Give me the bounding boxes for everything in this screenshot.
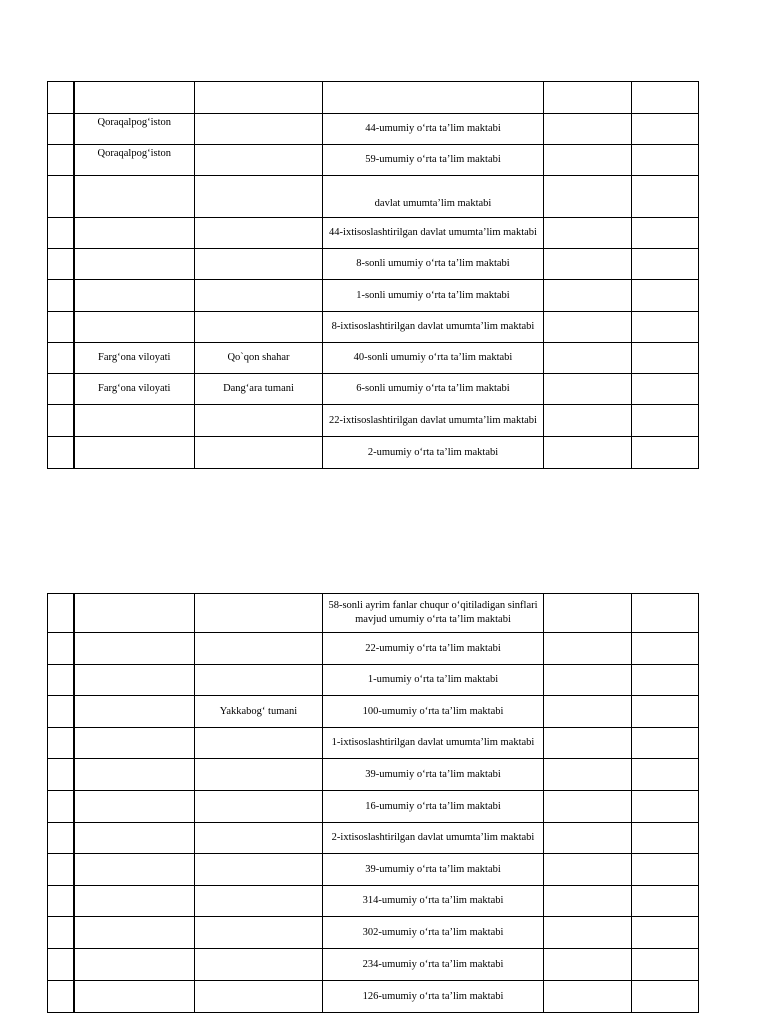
- district-cell: [195, 917, 323, 949]
- value-cell-2: [632, 728, 699, 759]
- school-name-cell: 59-umumiy o‘rta ta’lim maktabi: [323, 145, 544, 176]
- value-cell-1: [544, 886, 632, 917]
- table-row: [48, 886, 699, 917]
- table-row: [48, 917, 699, 949]
- region-cell: Qoraqalpog‘iston: [74, 114, 195, 145]
- value-cell-1: [544, 949, 632, 981]
- region-cell: Farg‘ona viloyati: [74, 374, 195, 405]
- row-number-cell: [48, 665, 74, 696]
- value-cell-1: [544, 759, 632, 791]
- row-number-cell: [48, 312, 74, 343]
- value-cell-1: [544, 405, 632, 437]
- value-cell-1: [544, 218, 632, 249]
- row-number-cell: [48, 82, 74, 114]
- school-name-cell: 8-sonli umumiy o‘rta ta’lim maktabi: [323, 249, 544, 280]
- school-name-cell: 44-umumiy o‘rta ta’lim maktabi: [323, 114, 544, 145]
- value-cell-2: [632, 114, 699, 145]
- value-cell-1: [544, 437, 632, 469]
- value-cell-1: [544, 633, 632, 665]
- value-cell-2: [632, 949, 699, 981]
- table-row: [48, 312, 699, 343]
- school-name-cell: 39-umumiy o‘rta ta’lim maktabi: [323, 759, 544, 791]
- school-name-cell: 2-umumiy o‘rta ta’lim maktabi: [323, 437, 544, 469]
- region-cell: [74, 437, 195, 469]
- school-name-cell: 8-ixtisoslashtirilgan davlat umumta’lim maktabi: [323, 312, 544, 343]
- row-number-cell: [48, 823, 74, 854]
- row-number-cell: [48, 759, 74, 791]
- table-row: [48, 981, 699, 1013]
- region-cell: [74, 823, 195, 854]
- region-cell: [74, 280, 195, 312]
- region-cell: [74, 917, 195, 949]
- district-cell: [195, 405, 323, 437]
- school-name-cell: 1-umumiy o‘rta ta’lim maktabi: [323, 665, 544, 696]
- value-cell-2: [632, 374, 699, 405]
- value-cell-2: [632, 145, 699, 176]
- table-row: [48, 791, 699, 823]
- value-cell-2: [632, 343, 699, 374]
- value-cell-2: [632, 176, 699, 218]
- row-number-cell: [48, 176, 74, 218]
- row-number-cell: [48, 374, 74, 405]
- table-row: [48, 594, 699, 633]
- row-number-cell: [48, 981, 74, 1013]
- row-number-cell: [48, 218, 74, 249]
- district-cell: [195, 791, 323, 823]
- school-name-cell: davlat umumta’lim maktabi: [323, 176, 544, 218]
- school-name-cell: 58-sonli ayrim fanlar chuqur o‘qitiladigan sinflari mavjud umumiy o‘rta ta’lim maktabi: [323, 594, 544, 633]
- table-row: [48, 759, 699, 791]
- district-cell: [195, 949, 323, 981]
- value-cell-2: [632, 437, 699, 469]
- district-cell: Qo`qon shahar: [195, 343, 323, 374]
- row-number-cell: [48, 886, 74, 917]
- value-cell-2: [632, 854, 699, 886]
- row-number-cell: [48, 791, 74, 823]
- row-number-cell: [48, 949, 74, 981]
- row-number-cell: [48, 145, 74, 176]
- table-row: [48, 114, 699, 145]
- district-cell: [195, 665, 323, 696]
- region-cell: [74, 405, 195, 437]
- value-cell-2: [632, 249, 699, 280]
- school-name-cell: 22-ixtisoslashtirilgan davlat umumta’lim maktabi: [323, 405, 544, 437]
- district-cell: [195, 728, 323, 759]
- value-cell-1: [544, 280, 632, 312]
- value-cell-1: [544, 823, 632, 854]
- value-cell-2: [632, 759, 699, 791]
- region-cell: [74, 82, 195, 114]
- row-number-cell: [48, 437, 74, 469]
- district-cell: [195, 249, 323, 280]
- table-row: [48, 249, 699, 280]
- value-cell-2: [632, 82, 699, 114]
- district-cell: [195, 886, 323, 917]
- district-cell: [195, 823, 323, 854]
- table-row: [48, 823, 699, 854]
- school-name-cell: [323, 82, 544, 114]
- table-row: [48, 374, 699, 405]
- row-number-cell: [48, 114, 74, 145]
- school-name-cell: 2-ixtisoslashtirilgan davlat umumta’lim maktabi: [323, 823, 544, 854]
- district-cell: [195, 176, 323, 218]
- district-cell: [195, 437, 323, 469]
- value-cell-1: [544, 696, 632, 728]
- row-number-cell: [48, 280, 74, 312]
- table-row: [48, 176, 699, 218]
- row-number-cell: [48, 696, 74, 728]
- region-cell: [74, 949, 195, 981]
- school-name-cell: 126-umumiy o‘rta ta’lim maktabi: [323, 981, 544, 1013]
- value-cell-1: [544, 145, 632, 176]
- region-cell: [74, 633, 195, 665]
- value-cell-1: [544, 791, 632, 823]
- table-row: [48, 280, 699, 312]
- school-name-cell: 40-sonli umumiy o‘rta ta’lim maktabi: [323, 343, 544, 374]
- table-row: [48, 343, 699, 374]
- district-cell: Dang‘ara tumani: [195, 374, 323, 405]
- value-cell-2: [632, 791, 699, 823]
- value-cell-1: [544, 82, 632, 114]
- value-cell-2: [632, 981, 699, 1013]
- district-cell: [195, 114, 323, 145]
- table-row: [48, 405, 699, 437]
- school-name-cell: 1-sonli umumiy o‘rta ta’lim maktabi: [323, 280, 544, 312]
- table-row: [48, 82, 699, 114]
- district-cell: [195, 854, 323, 886]
- school-name-cell: 16-umumiy o‘rta ta’lim maktabi: [323, 791, 544, 823]
- region-cell: [74, 791, 195, 823]
- row-number-cell: [48, 594, 74, 633]
- region-cell: [74, 854, 195, 886]
- table-row: [48, 633, 699, 665]
- schools-table-2: [47, 593, 699, 1013]
- value-cell-1: [544, 176, 632, 218]
- district-cell: [195, 280, 323, 312]
- table-row: [48, 665, 699, 696]
- district-cell: [195, 981, 323, 1013]
- row-number-cell: [48, 633, 74, 665]
- district-cell: [195, 218, 323, 249]
- row-number-cell: [48, 249, 74, 280]
- value-cell-2: [632, 594, 699, 633]
- table-row: [48, 854, 699, 886]
- region-cell: [74, 594, 195, 633]
- region-cell: [74, 249, 195, 280]
- school-name-cell: 6-sonli umumiy o‘rta ta’lim maktabi: [323, 374, 544, 405]
- value-cell-2: [632, 696, 699, 728]
- row-number-cell: [48, 917, 74, 949]
- value-cell-1: [544, 981, 632, 1013]
- district-cell: [195, 759, 323, 791]
- region-cell: [74, 981, 195, 1013]
- district-cell: [195, 312, 323, 343]
- school-name-cell: 100-umumiy o‘rta ta’lim maktabi: [323, 696, 544, 728]
- region-cell: Farg‘ona viloyati: [74, 343, 195, 374]
- region-cell: [74, 759, 195, 791]
- school-name-cell: 234-umumiy o‘rta ta’lim maktabi: [323, 949, 544, 981]
- district-cell: [195, 594, 323, 633]
- table-row: [48, 949, 699, 981]
- district-cell: Yakkabog‘ tumani: [195, 696, 323, 728]
- region-cell: [74, 665, 195, 696]
- value-cell-2: [632, 218, 699, 249]
- value-cell-2: [632, 886, 699, 917]
- value-cell-2: [632, 917, 699, 949]
- value-cell-1: [544, 114, 632, 145]
- row-number-cell: [48, 728, 74, 759]
- district-cell: [195, 633, 323, 665]
- school-name-cell: 44-ixtisoslashtirilgan davlat umumta’lim maktabi: [323, 218, 544, 249]
- value-cell-2: [632, 665, 699, 696]
- district-cell: [195, 145, 323, 176]
- region-cell: [74, 176, 195, 218]
- table-row: [48, 728, 699, 759]
- value-cell-1: [544, 728, 632, 759]
- region-cell: [74, 886, 195, 917]
- school-name-cell: 314-umumiy o‘rta ta’lim maktabi: [323, 886, 544, 917]
- table-row: [48, 437, 699, 469]
- value-cell-1: [544, 917, 632, 949]
- value-cell-1: [544, 854, 632, 886]
- region-cell: [74, 696, 195, 728]
- schools-table-1: [47, 81, 699, 469]
- value-cell-1: [544, 594, 632, 633]
- value-cell-1: [544, 343, 632, 374]
- value-cell-2: [632, 823, 699, 854]
- district-cell: [195, 82, 323, 114]
- value-cell-1: [544, 312, 632, 343]
- row-number-cell: [48, 405, 74, 437]
- school-name-cell: 302-umumiy o‘rta ta’lim maktabi: [323, 917, 544, 949]
- row-number-cell: [48, 854, 74, 886]
- value-cell-2: [632, 280, 699, 312]
- table-row: [48, 145, 699, 176]
- school-name-cell: 22-umumiy o‘rta ta’lim maktabi: [323, 633, 544, 665]
- school-name-cell: 39-umumiy o‘rta ta’lim maktabi: [323, 854, 544, 886]
- value-cell-2: [632, 312, 699, 343]
- table-row: [48, 218, 699, 249]
- value-cell-1: [544, 665, 632, 696]
- value-cell-1: [544, 374, 632, 405]
- region-cell: [74, 312, 195, 343]
- school-name-cell: 1-ixtisoslashtirilgan davlat umumta’lim maktabi: [323, 728, 544, 759]
- value-cell-2: [632, 405, 699, 437]
- row-number-cell: [48, 343, 74, 374]
- table-row: [48, 696, 699, 728]
- value-cell-1: [544, 249, 632, 280]
- region-cell: [74, 728, 195, 759]
- region-cell: [74, 218, 195, 249]
- region-cell: Qoraqalpog‘iston: [74, 145, 195, 176]
- value-cell-2: [632, 633, 699, 665]
